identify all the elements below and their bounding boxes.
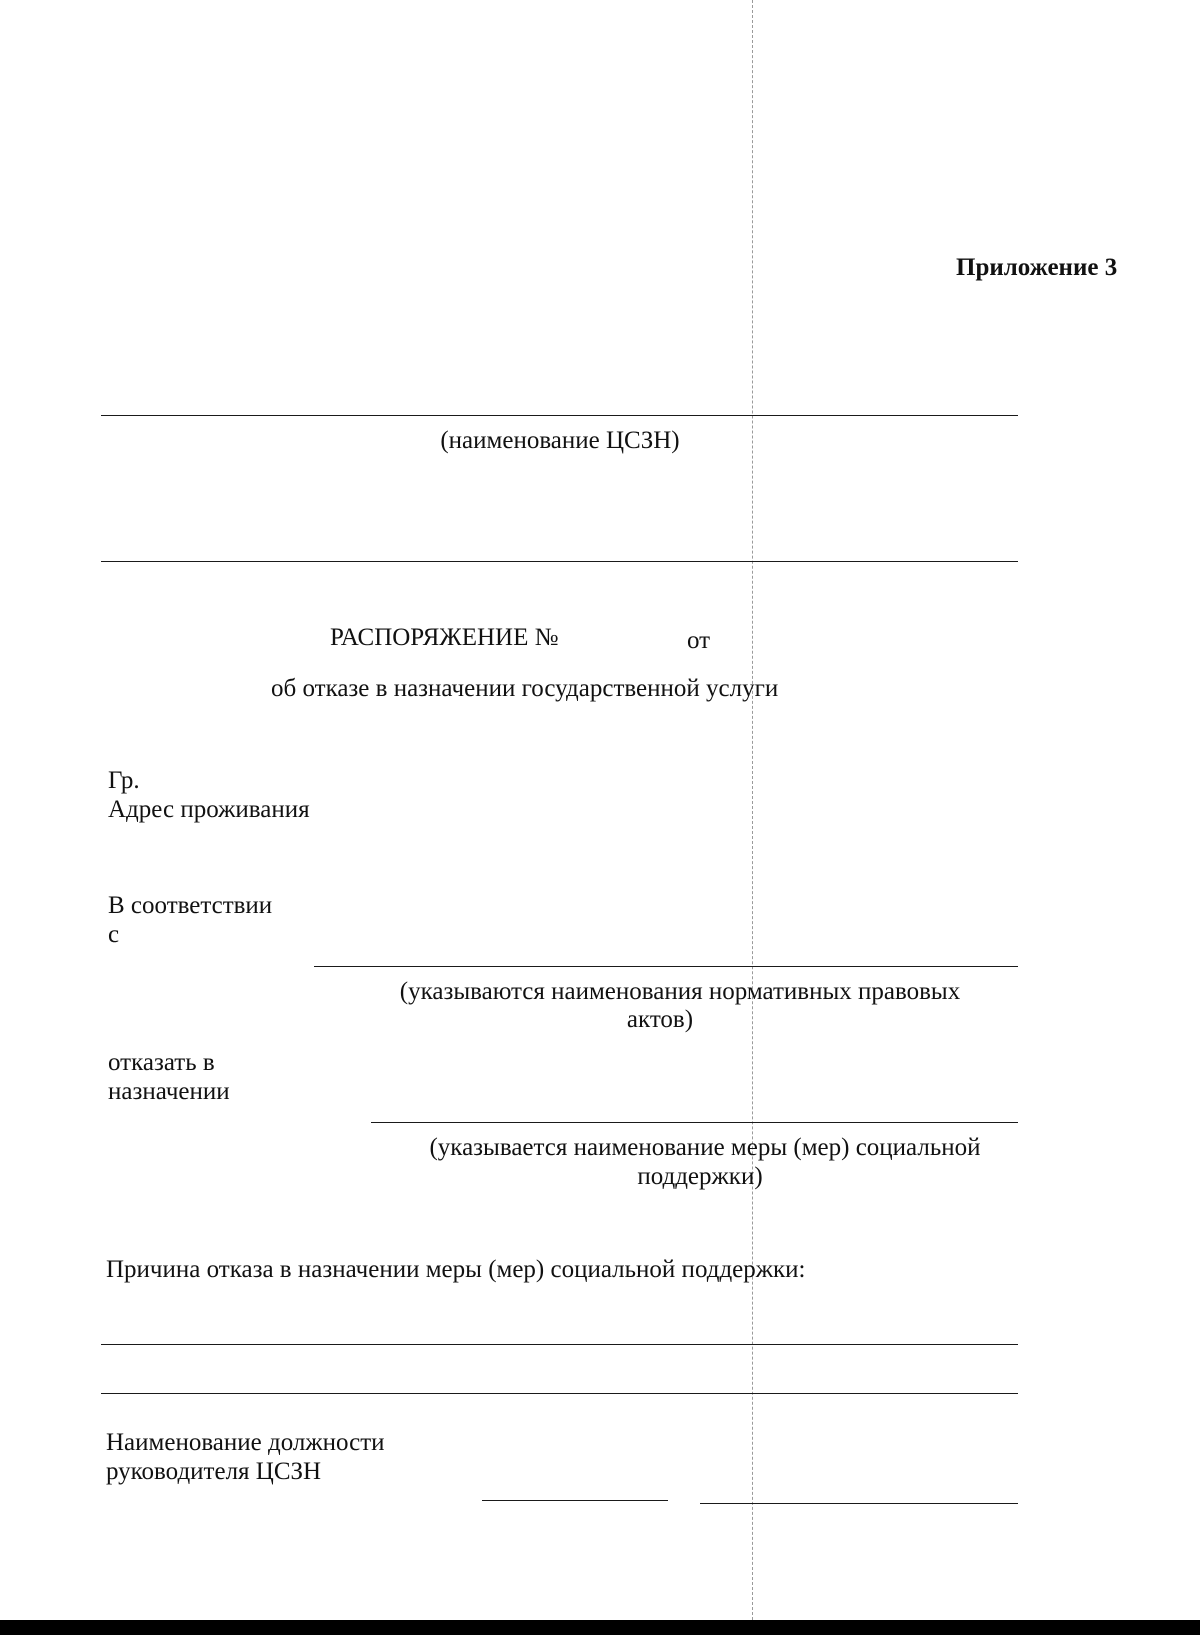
position-label-2: руководителя ЦСЗН	[106, 1458, 322, 1485]
refuse-label-2: назначении	[108, 1078, 230, 1105]
order-subject: об отказе в назначении государственной услуги	[271, 675, 779, 702]
reason-line-2	[101, 1393, 1018, 1394]
measure-line	[371, 1122, 1018, 1123]
scan-edge	[0, 1620, 1200, 1635]
measure-caption-1: (указывается наименование меры (мер) социальной	[429, 1134, 981, 1161]
csnz-second-line	[101, 561, 1018, 562]
order-from: от	[687, 627, 711, 654]
order-title: РАСПОРЯЖЕНИЕ №	[330, 624, 559, 651]
address-label: Адрес проживания	[108, 796, 310, 823]
fold-line	[752, 0, 753, 1620]
accordance-label-2: с	[108, 921, 120, 948]
reason-label: Причина отказа в назначении меры (мер) социальной поддержки:	[106, 1256, 806, 1283]
position-label-1: Наименование должности	[106, 1429, 385, 1456]
signature-line	[482, 1500, 668, 1501]
acts-caption-2: актов)	[626, 1006, 694, 1033]
csnz-name-line	[101, 415, 1018, 416]
csnz-name-caption: (наименование ЦСЗН)	[440, 427, 680, 454]
citizen-label: Гр.	[108, 767, 140, 794]
name-line	[700, 1503, 1018, 1504]
reason-line-1	[101, 1344, 1018, 1345]
refuse-label-1: отказать в	[108, 1049, 215, 1076]
appendix-label: Приложение 3	[956, 254, 1118, 281]
acts-caption-1: (указываются наименования нормативных правовых	[399, 978, 961, 1005]
acts-line	[314, 966, 1018, 967]
measure-caption-2: поддержки)	[637, 1163, 763, 1190]
accordance-label-1: В соответствии	[108, 892, 273, 919]
